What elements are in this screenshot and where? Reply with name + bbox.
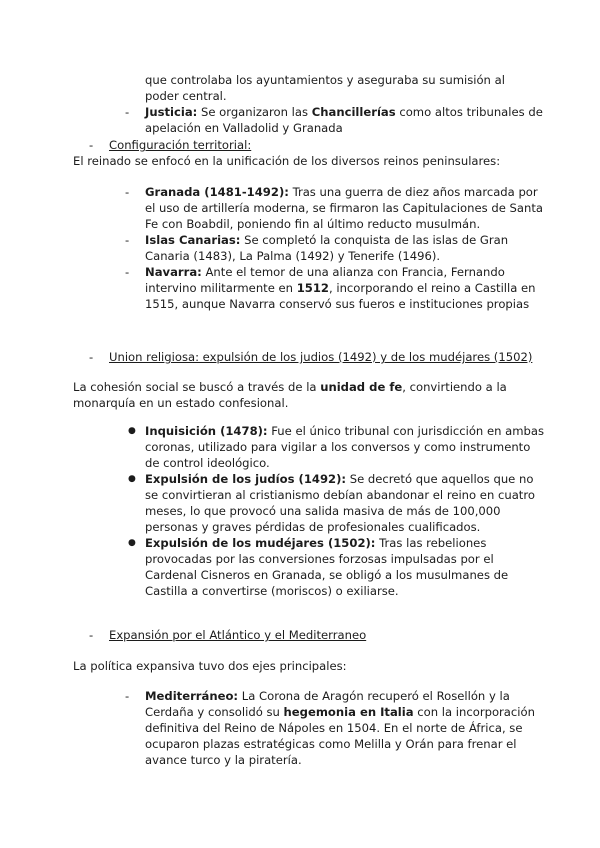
religion-item-mudejares xyxy=(128,535,545,599)
bullet-marker: ● xyxy=(128,426,136,436)
territory-text-before: Ante el temor de una alianza con Francia, Fernando intervino militarmente en xyxy=(145,265,505,295)
religion-term: Expulsión de los mudéjares (1502): xyxy=(145,536,376,550)
territory-term: Navarra: xyxy=(145,265,202,279)
religion-term: Inquisición (1478): xyxy=(145,424,268,438)
religion-text: Se decretó que aquellos que no se convirtieran al cristianismo debían abandonar el reino en cuatro meses, lo que provocó una salida masiva de más de 100,000 personas y graves pérdidas de profesionales cualificados. xyxy=(145,472,535,534)
justicia-bold-word: Chancillerías xyxy=(311,105,396,119)
justicia-text-after: como altos tribunales de apelación en Valladolid y Granada xyxy=(145,105,543,135)
justicia-item xyxy=(125,104,545,136)
religion-intro-bold: unidad de fe xyxy=(320,380,403,394)
section-expansion-title: Expansión por el Atlántico y el Mediterraneo xyxy=(109,628,367,642)
dash-marker: - xyxy=(89,138,94,152)
territory-item-navarra xyxy=(125,264,545,312)
expansion-intro: La política expansiva tuvo dos ejes principales: xyxy=(73,659,347,673)
dash-marker: - xyxy=(89,628,94,642)
territory-item-granada xyxy=(125,184,545,232)
religion-intro-before: La cohesión social se buscó a través de la xyxy=(73,380,317,394)
dash-marker: - xyxy=(89,350,94,364)
bullet-marker: ● xyxy=(128,474,136,484)
bullet-marker: ● xyxy=(128,538,136,548)
religion-text: Fue el único tribunal con jurisdicción en ambas coronas, utilizado para vigilar a los conversos y como instrumento de control ideológico. xyxy=(145,424,545,470)
intro-continuation-text: que controlaba los ayuntamientos y aseguraba su sumisión al poder central. xyxy=(145,73,505,103)
config-intro: El reinado se enfocó en la unificación de los diversos reinos peninsulares: xyxy=(73,154,501,168)
justicia-text-before: Se organizaron las xyxy=(200,105,309,119)
expansion-item-mediterraneo xyxy=(125,688,545,768)
religion-item-inquisicion xyxy=(128,423,545,471)
territory-bold-year: 1512 xyxy=(296,281,329,295)
dash-marker: - xyxy=(125,265,130,279)
dash-marker: - xyxy=(125,185,130,199)
dash-marker: - xyxy=(125,105,130,119)
mediterraneo-term: Mediterráneo: xyxy=(145,689,239,703)
religion-intro xyxy=(73,379,543,411)
religion-item-judios xyxy=(128,471,545,535)
religion-intro-after: , convirtiendo a la monarquía en un estado confesional. xyxy=(73,380,507,410)
section-config-heading xyxy=(89,137,569,153)
territory-term: Granada (1481-1492): xyxy=(145,185,289,199)
section-religion-title: Union religiosa: expulsión de los judios (1492) y de los mudéjares (1502) xyxy=(109,350,533,364)
territory-text-after: , incorporando el reino a Castilla en 1515, aunque Navarra conservó sus fueros e instituciones propias xyxy=(145,281,536,311)
territory-term: Islas Canarias: xyxy=(145,233,241,247)
mediterraneo-text-before: La Corona de Aragón recuperó el Rosellón y la Cerdaña y consolidó su xyxy=(145,689,510,719)
dash-marker: - xyxy=(125,689,130,703)
mediterraneo-text-after: con la incorporación definitiva del Reino de Nápoles en 1504. En el norte de África, se ocuparon plazas estratégicas como Melilla y Orán para frenar el avance turco y la piratería. xyxy=(145,705,535,767)
territory-item-canarias xyxy=(125,232,545,264)
justicia-term: Justicia: xyxy=(145,105,198,119)
territory-text: Tras una guerra de diez años marcada por el uso de artillería moderna, se firmaron las Capitulaciones de Santa Fe con Boabdil, poniendo fin al último reducto musulmán. xyxy=(145,185,543,231)
mediterraneo-bold: hegemonia en Italia xyxy=(283,705,414,719)
religion-term: Expulsión de los judíos (1492): xyxy=(145,472,347,486)
intro-continuation xyxy=(145,72,535,104)
section-religion-heading xyxy=(89,349,569,365)
section-config-title: Configuración territorial: xyxy=(109,138,252,152)
dash-marker: - xyxy=(125,233,130,247)
religion-text: Tras las rebeliones provocadas por las conversiones forzosas impulsadas por el Cardenal Cisneros en Granada, se obligó a los musulmanes de Castilla a convertirse (moriscos) o exiliarse. xyxy=(145,536,509,598)
territory-text: Se completó la conquista de las islas de Gran Canaria (1483), La Palma (1492) y Tenerife (1496). xyxy=(145,233,509,263)
section-expansion-heading xyxy=(89,627,569,643)
